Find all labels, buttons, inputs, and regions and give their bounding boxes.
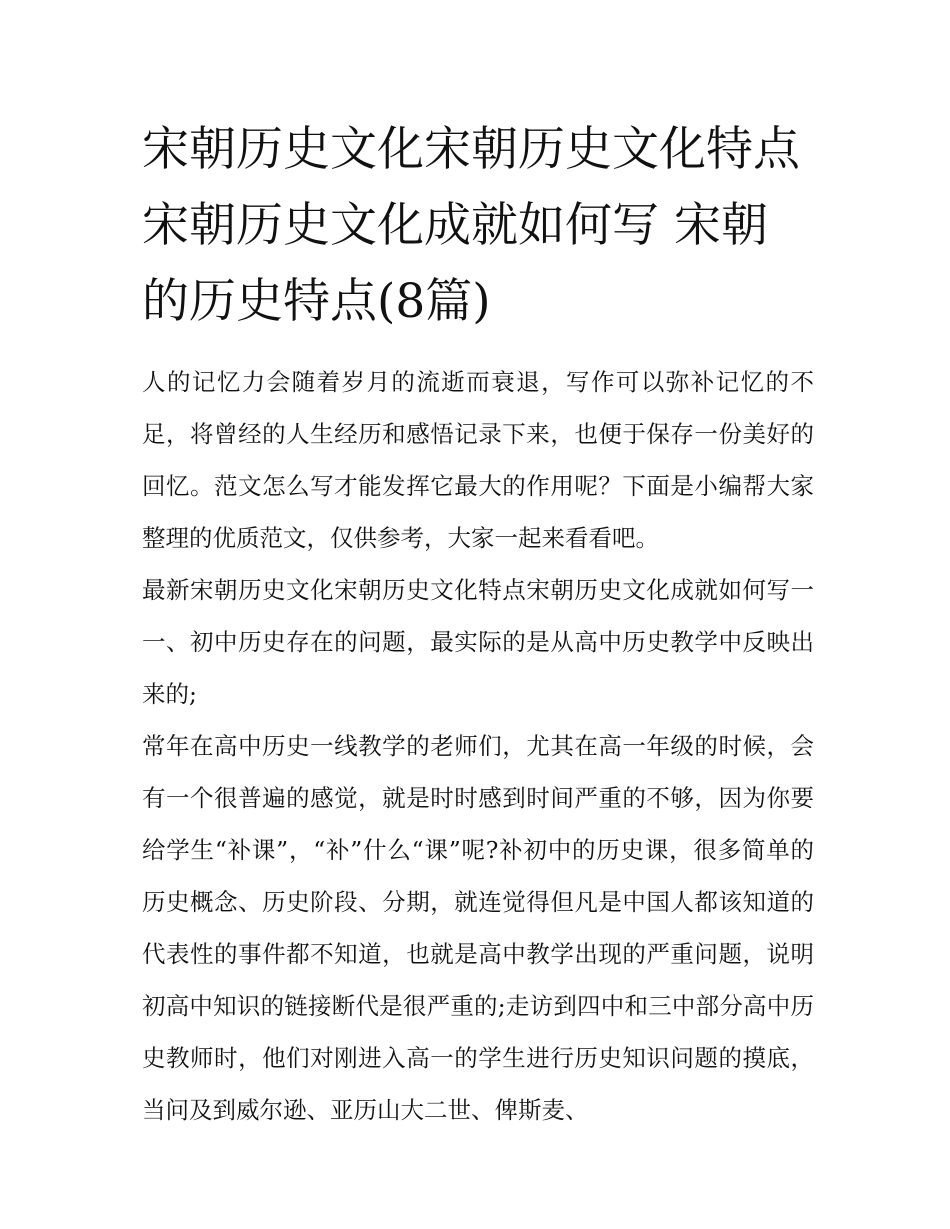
document-body <box>142 356 814 1136</box>
section-heading-paragraph: 最新宋朝历史文化宋朝历史文化特点宋朝历史文化成就如何写一 一、初中历史存在的问题，最实际的是从高中历史教学中反映出来的; <box>142 576 814 708</box>
body-paragraph: 常年在高中历史一线教学的老师们，尤其在高一年级的时候，会有一个很普遍的感觉，就是时时感到时间严重的不够，因为你要给学生“补课”，“补”什么“课”呢?补初中的历史课，很多简单的历史概念、历史阶段、分期，就连觉得但凡是中国人都该知道的代表性的事件都不知道，也就是高中教学出现的严重问题，说明初高中知识的链接断代是很严重的;走访到四中和三中部分高中历史教师时，他们对刚进入高一的学生进行历史知识问题的摸底，当问及到威尔逊、亚历山大二世、俾斯麦、 <box>142 732 814 1124</box>
intro-paragraph: 人的记忆力会随着岁月的流逝而衰退，写作可以弥补记忆的不足，将曾经的人生经历和感悟记录下来，也便于保存一份美好的回忆。范文怎么写才能发挥它最大的作用呢？下面是小编帮大家整理的优质范文，仅供参考，大家一起来看看吧。 <box>142 368 814 552</box>
document-title: 宋朝历史文化宋朝历史文化特点宋朝历史文化成就如何写 宋朝的历史特点(8篇) <box>142 122 800 329</box>
document-page <box>142 112 814 1136</box>
